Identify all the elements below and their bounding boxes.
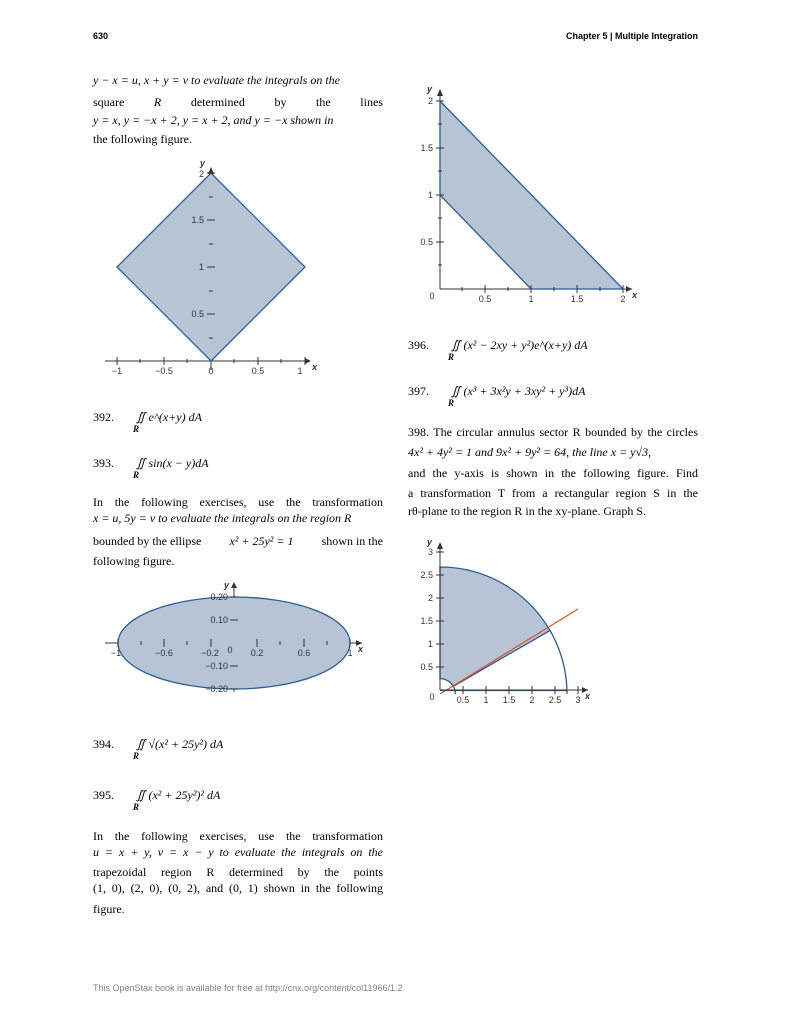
integral-expression: ∬ √(x² + 25y²) dA <box>136 737 224 751</box>
x-tick-label: 0 <box>227 645 233 655</box>
y-tick-label: 0.5 <box>420 237 433 247</box>
y-tick-label: 2 <box>198 169 204 179</box>
x-tick-label: 0 <box>208 366 214 376</box>
x-tick-label: 0.5 <box>478 294 492 304</box>
outer-arc <box>550 631 567 695</box>
x-tick-label: −0.5 <box>155 366 173 376</box>
intro-line: y − x = u, x + y = v to evaluate the integrals on the <box>93 73 340 87</box>
word: R <box>153 95 162 109</box>
x-tick-label: 1 <box>483 695 489 705</box>
x-axis-label: x <box>632 290 638 300</box>
y-tick-label: 1.5 <box>420 616 433 626</box>
y-tick-label: −0.20 <box>205 684 228 694</box>
x-tick-label: 2 <box>529 695 535 705</box>
intro-line: trapezoidal region R determined by the points <box>93 865 383 879</box>
intro-line: following figure. <box>93 554 175 568</box>
exercise-number: 395. <box>93 788 114 802</box>
y-tick-label: 0.5 <box>420 662 433 672</box>
x-axis-arrow <box>305 358 311 364</box>
y-axis-arrow <box>437 542 443 549</box>
ellipse-region <box>118 597 353 689</box>
ellipse-figure <box>100 580 370 695</box>
x-tick-label: 1 <box>528 294 534 304</box>
y-tick-label: 2 <box>427 593 433 603</box>
x-tick-label: 1 <box>347 648 353 658</box>
intro-line: In the following exercises, use the transformation <box>93 829 383 843</box>
chapter-title: Chapter 5 | Multiple Integration <box>565 31 698 41</box>
x-tick-label: 0 <box>429 291 435 301</box>
word: determined <box>190 95 245 109</box>
y-axis-label: y <box>427 84 433 94</box>
region-subscript: R <box>448 398 455 408</box>
word: bounded by the ellipse <box>93 534 202 548</box>
exercise-number: 393. <box>93 456 114 470</box>
x-tick-label: 1 <box>297 366 303 376</box>
square-figure <box>100 160 320 380</box>
y-axis-label: y <box>427 537 433 547</box>
ex398-line: 398. The circular annulus sector R bounded by the circles <box>408 425 698 439</box>
exercise-395 <box>93 788 221 812</box>
footer-license: This OpenStax book is available for free at http://cnx.org/content/col11966/1.2 <box>93 983 403 993</box>
x-tick-label: 2.5 <box>548 695 562 705</box>
exercise-396 <box>408 338 588 362</box>
intro-line: (1, 0), (2, 0), (0, 2), and (0, 1) shown in the following <box>93 881 383 895</box>
y-axis-label: y <box>224 580 230 590</box>
word: by <box>274 95 287 109</box>
ex398-line: and the y-axis is shown in the following figure. Find <box>408 466 698 480</box>
intro-line: the following figure. <box>93 132 192 146</box>
y-tick-label: 2 <box>427 96 433 106</box>
y-tick-label: 3 <box>427 547 433 557</box>
integral-expression: ∬ sin(x − y)dA <box>136 456 209 470</box>
y-axis-label: y <box>200 158 206 168</box>
y-tick-label: 1 <box>427 190 433 200</box>
x-axis-label: x <box>358 644 364 654</box>
y-tick-label: 1.5 <box>420 143 433 153</box>
page-number: 630 <box>93 31 109 41</box>
exercise-number: 396. <box>408 338 429 352</box>
annulus-figure <box>420 535 600 715</box>
region-subscript: R <box>448 352 455 362</box>
x-tick-label: 0.6 <box>297 648 311 658</box>
ex398-line: a transformation T from a rectangular region S in the <box>408 486 698 500</box>
integral-expression: ∬ (x³ + 3x²y + 3xy² + y³)dA <box>451 384 586 398</box>
y-tick-label: −0.10 <box>205 661 228 671</box>
ex398-line: 4x² + 4y² = 1 and 9x² + 9y² = 64, the line x = y√3, <box>408 445 652 459</box>
intro-line: figure. <box>93 902 125 916</box>
y-tick-label: 2.5 <box>420 570 433 580</box>
intro-line: u = x + y, v = x − y to evaluate the integrals on the <box>93 845 383 859</box>
trapezoid-region <box>440 101 623 289</box>
exercise-397 <box>408 384 586 408</box>
x-tick-label: −1 <box>111 366 123 376</box>
y-tick-label: 1 <box>427 639 433 649</box>
x-axis-label: x <box>312 362 318 372</box>
y-tick-label: 1 <box>198 262 204 272</box>
word: square <box>93 95 125 109</box>
intro-line: y = x, y = −x + 2, y = x + 2, and y = −x shown in <box>93 113 334 127</box>
region-subscript: R <box>133 424 140 434</box>
annulus-sector-region <box>440 567 550 686</box>
x-tick-label: −0.6 <box>155 648 173 658</box>
y-axis-arrow <box>231 582 237 588</box>
x-axis-label: x <box>585 691 591 701</box>
x-tick-label: 3 <box>575 695 581 705</box>
x-tick-label: 0 <box>429 692 435 702</box>
integral-expression: ∬ e^(x+y) dA <box>136 410 202 424</box>
word: shown in the <box>321 534 383 548</box>
word: lines <box>360 95 383 109</box>
trapezoid-figure <box>420 82 650 312</box>
intro-line <box>93 531 383 552</box>
exercise-number: 397. <box>408 384 429 398</box>
x-tick-label: 0.5 <box>251 366 265 376</box>
x-tick-label: 0.5 <box>456 695 470 705</box>
intro-line: In the following exercises, use the transformation <box>93 495 383 509</box>
x-tick-label: 1.5 <box>570 294 584 304</box>
x-tick-label: 0.2 <box>250 648 264 658</box>
equation: x² + 25y² = 1 <box>229 534 294 548</box>
exercise-number: 394. <box>93 737 114 751</box>
integral-expression: ∬ (x² + 25y²)² dA <box>136 788 221 802</box>
word: the <box>316 95 331 109</box>
x-tick-label: 2 <box>620 294 626 304</box>
y-tick-label: 0.10 <box>210 615 228 625</box>
exercise-number: 392. <box>93 410 114 424</box>
exercise-392 <box>93 410 202 434</box>
y-tick-label: 0.5 <box>191 309 204 319</box>
integral-expression: ∬ (x² − 2xy + y²)e^(x+y) dA <box>451 338 588 352</box>
exercise-394 <box>93 737 224 761</box>
x-tick-label: −0.2 <box>201 648 219 658</box>
x-tick-label: −1 <box>110 648 122 658</box>
y-tick-label: 1.5 <box>191 215 204 225</box>
intro-line: x = u, 5y = v to evaluate the integrals on the region R <box>93 511 352 525</box>
exercise-393 <box>93 456 209 480</box>
region-subscript: R <box>133 751 140 761</box>
y-tick-label: 0.20 <box>210 592 228 602</box>
ex398-line: rθ-plane to the region R in the xy-plane. Graph S. <box>408 504 647 518</box>
region-subscript: R <box>133 802 140 812</box>
x-tick-label: 1.5 <box>502 695 516 705</box>
region-subscript: R <box>133 470 140 480</box>
y-axis-arrow <box>437 89 443 96</box>
